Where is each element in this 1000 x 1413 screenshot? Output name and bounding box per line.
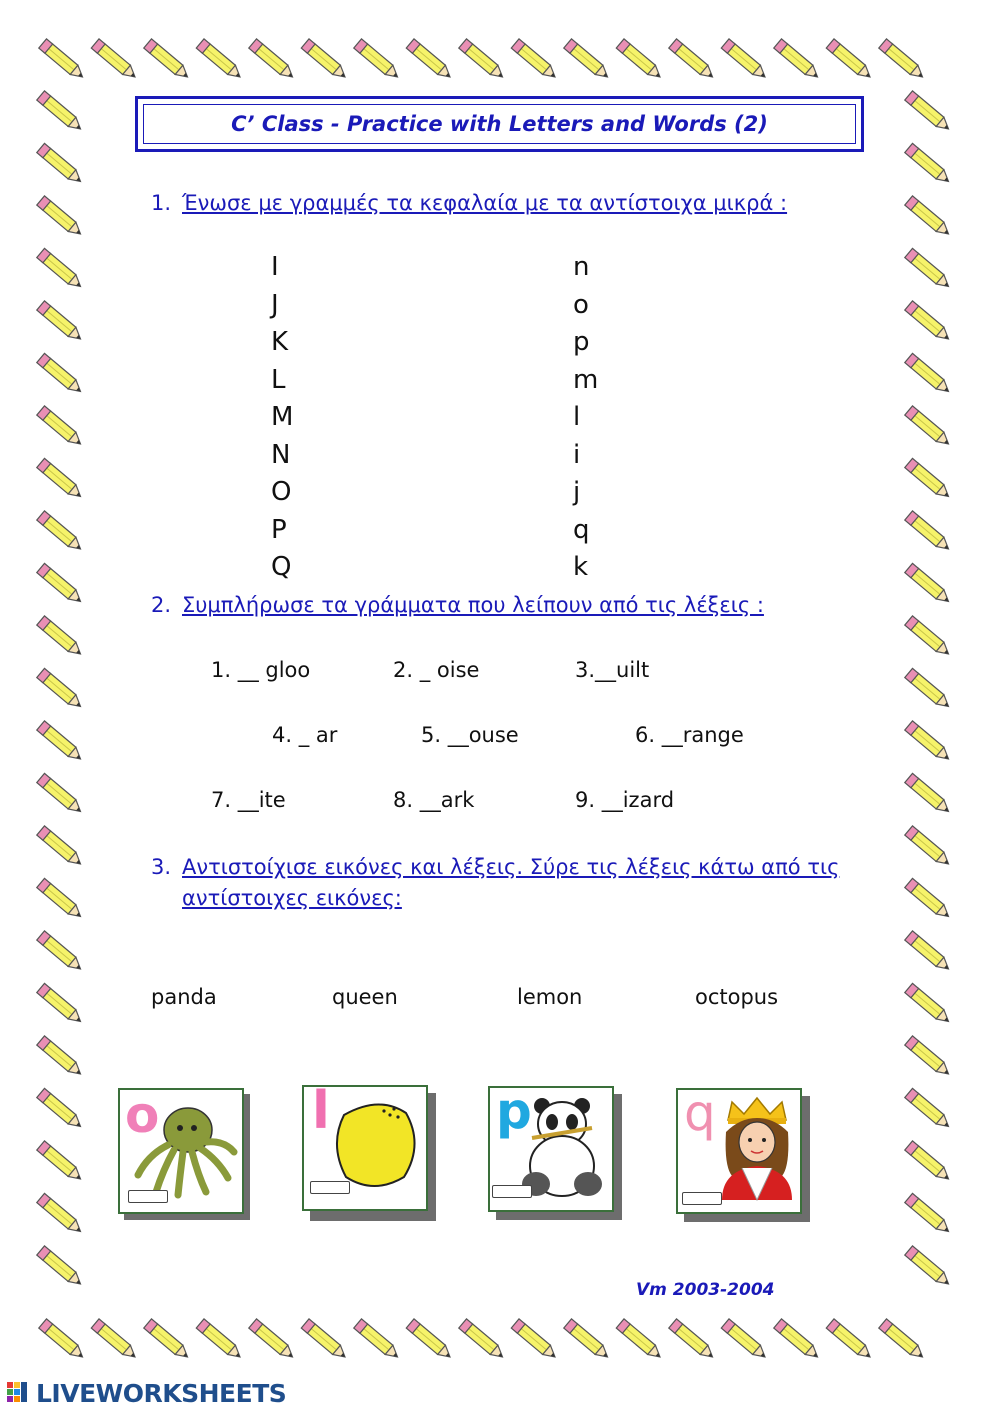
answer-box-lemon[interactable] bbox=[310, 1181, 350, 1194]
lowercase-letter[interactable]: o bbox=[573, 289, 589, 320]
uppercase-letter[interactable]: O bbox=[271, 477, 292, 507]
drag-word-octopus[interactable]: octopus bbox=[695, 985, 779, 1009]
q1-number: 1. bbox=[151, 191, 172, 215]
fill-item-4[interactable]: 4. _ ar bbox=[272, 723, 338, 747]
uppercase-letter[interactable]: N bbox=[271, 439, 291, 470]
lowercase-letter[interactable]: q bbox=[573, 514, 590, 545]
drag-word-queen[interactable]: queen bbox=[332, 985, 398, 1009]
fill-item-6[interactable]: 6. __range bbox=[635, 723, 744, 747]
lowercase-letter[interactable]: k bbox=[573, 552, 589, 582]
fill-item-9[interactable]: 9. __izard bbox=[575, 788, 675, 812]
fill-item-1[interactable]: 1. __ gloo bbox=[211, 658, 311, 682]
drag-word-panda[interactable]: panda bbox=[151, 985, 217, 1009]
card-octopus bbox=[118, 1088, 250, 1220]
uppercase-letter[interactable]: K bbox=[271, 327, 289, 357]
fill-item-8[interactable]: 8. __ark bbox=[393, 788, 475, 812]
q2-number: 2. bbox=[151, 593, 172, 617]
uppercase-letter[interactable]: L bbox=[271, 364, 286, 395]
card-letter-p: p bbox=[496, 1082, 532, 1140]
answer-box-queen[interactable] bbox=[682, 1192, 722, 1205]
q2-instruction: Συμπλήρωσε τα γράμματα που λείπουν από τις λέξεις : bbox=[182, 593, 764, 617]
card-lemon bbox=[302, 1081, 436, 1221]
lemon-picture bbox=[324, 1095, 424, 1195]
uppercase-letter[interactable]: I bbox=[271, 252, 279, 282]
fill-item-7[interactable]: 7. __ite bbox=[211, 788, 286, 812]
drag-word-lemon[interactable]: lemon bbox=[517, 985, 583, 1009]
uppercase-letter[interactable]: J bbox=[271, 289, 279, 320]
card-letter-q: q bbox=[684, 1084, 716, 1142]
lowercase-letter[interactable]: j bbox=[573, 477, 581, 507]
uppercase-letter[interactable]: Q bbox=[271, 552, 292, 582]
q3-instruction-line1: Αντιστοίχισε εικόνες και λέξεις. Σύρε τις λέξεις κάτω από τις bbox=[182, 855, 840, 879]
q3-number: 3. bbox=[151, 855, 172, 879]
octopus-picture bbox=[128, 1100, 238, 1200]
card-letter-l: l bbox=[312, 1081, 330, 1141]
q1-instruction: Ένωσε με γραμμές τα κεφαλαία με τα αντίστοιχα μικρά : bbox=[182, 191, 788, 215]
card-panda bbox=[488, 1082, 622, 1220]
uppercase-letter[interactable]: M bbox=[271, 402, 294, 432]
answer-box-octopus[interactable] bbox=[128, 1190, 168, 1203]
lowercase-letter[interactable]: i bbox=[573, 439, 581, 470]
liveworksheets-logo-icon bbox=[6, 1380, 36, 1406]
lowercase-letter[interactable]: n bbox=[573, 252, 590, 282]
footer-signature: Vm 2003-2004 bbox=[636, 1280, 775, 1300]
page-title: C’ Class - Practice with Letters and Words (2) bbox=[231, 112, 768, 136]
queen-picture bbox=[714, 1096, 800, 1202]
uppercase-letter[interactable]: P bbox=[271, 514, 287, 545]
lowercase-letter[interactable]: l bbox=[573, 402, 581, 432]
brand-name: LIVEWORKSHEETS bbox=[36, 1378, 287, 1408]
fill-item-5[interactable]: 5. __ouse bbox=[421, 723, 519, 747]
card-queen bbox=[676, 1084, 810, 1222]
fill-item-3[interactable]: 3.__uilt bbox=[575, 658, 650, 682]
liveworksheets-logo bbox=[6, 1380, 286, 1406]
fill-item-2[interactable]: 2. _ oise bbox=[393, 658, 480, 682]
card-letter-o: o bbox=[125, 1086, 160, 1144]
lowercase-letter[interactable]: p bbox=[573, 327, 590, 357]
lowercase-letter[interactable]: m bbox=[573, 364, 599, 395]
title-box bbox=[135, 96, 864, 152]
q3-instruction-line2: αντίστοιχες εικόνες: bbox=[182, 886, 402, 910]
answer-box-panda[interactable] bbox=[492, 1185, 532, 1198]
